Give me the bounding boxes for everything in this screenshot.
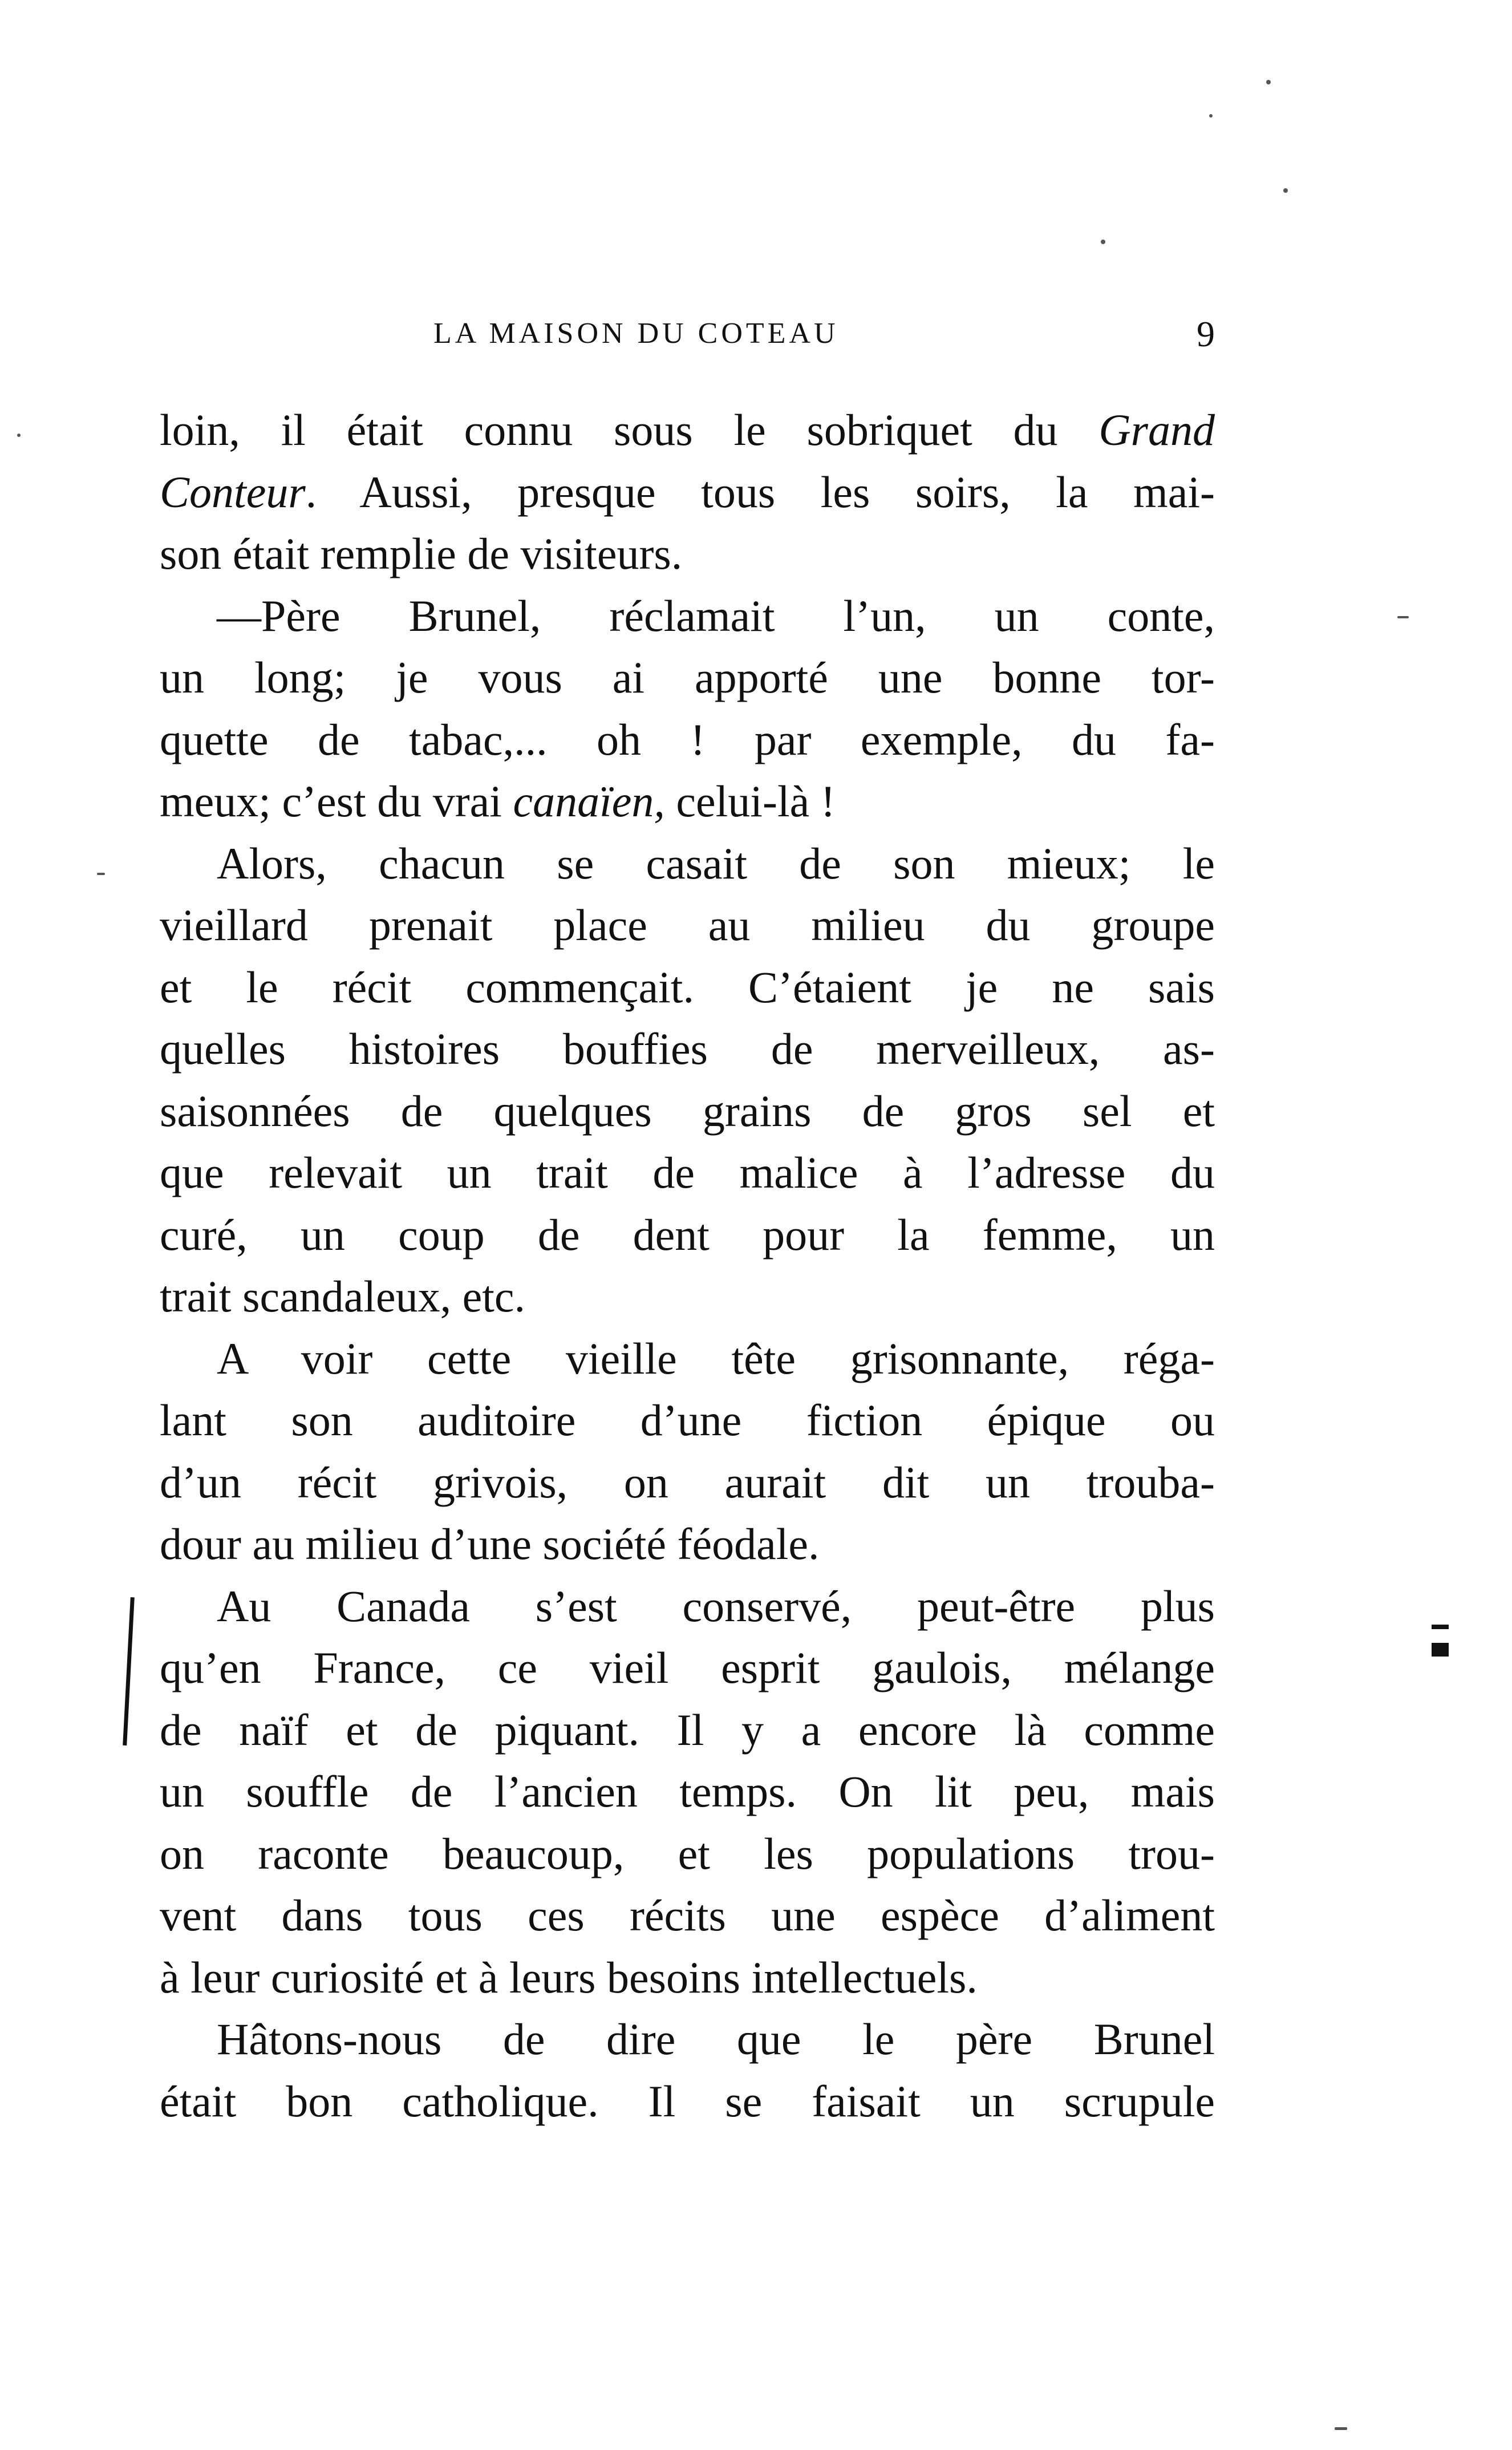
text-run: meux; c’est du vrai — [160, 776, 513, 826]
running-head — [160, 314, 1215, 357]
running-title: LA MAISON DU COTEAU — [433, 317, 839, 350]
paragraph — [160, 833, 1215, 1328]
text-run: de naïf et de piquant. Il y a encore là comme — [160, 1704, 1215, 1755]
text-run: qu’en France, ce vieil esprit gaulois, mélange — [160, 1643, 1215, 1692]
text-run: que relevait un trait de malice à l’adresse du — [160, 1148, 1215, 1197]
paragraph — [160, 1328, 1215, 1576]
text-run: vieillard prenait place au milieu du groupe — [160, 900, 1215, 950]
text-run: celui-là ! — [664, 776, 836, 826]
text-run: un long; je vous ai apporté une bonne tor- — [160, 653, 1215, 702]
text-run: vent dans tous ces récits une espèce d’aliment — [160, 1890, 1215, 1940]
text-run: saisonnées de quelques grains de gros sel et — [160, 1086, 1215, 1136]
margin-rule-mark — [123, 1597, 135, 1746]
text-run: son était remplie de visiteurs. — [160, 529, 683, 578]
text-line — [160, 957, 1215, 1019]
text-line — [160, 1390, 1215, 1452]
italic-text: Conteur — [160, 467, 306, 517]
page-number: 9 — [1197, 314, 1215, 354]
scan-speck — [1283, 188, 1288, 193]
paragraph — [160, 2008, 1215, 2132]
body-text — [160, 399, 1215, 2132]
text-line — [160, 1699, 1215, 1761]
text-line — [160, 833, 1215, 895]
text-run: . Aussi, presque tous les soirs, la mai- — [305, 467, 1215, 517]
scan-speck — [1209, 114, 1213, 118]
text-line — [160, 1328, 1215, 1390]
text-line — [160, 1637, 1215, 1699]
text-line — [160, 523, 1215, 585]
text-line — [160, 1080, 1215, 1143]
text-run: un souffle de l’ancien temps. On lit peu, mais — [160, 1767, 1215, 1816]
text-line — [160, 894, 1215, 957]
text-line — [160, 1513, 1215, 1576]
text-run: quette de tabac,... oh ! par exemple, du fa- — [160, 714, 1215, 764]
text-line — [160, 2008, 1215, 2071]
text-run: Hâtons-nous de dire que le père Brunel — [217, 2014, 1215, 2064]
text-line — [160, 585, 1215, 647]
text-run: A voir cette vieille tête grisonnante, réga- — [217, 1333, 1215, 1383]
text-run: Au Canada s’est conservé, peut-être plus — [217, 1581, 1215, 1631]
text-run: et le récit commençait. C’étaient je ne sais — [160, 962, 1215, 1012]
text-run: trait scandaleux, etc. — [160, 1271, 526, 1321]
text-run: on raconte beaucoup, et les populations trou- — [160, 1828, 1215, 1878]
text-run: à leur curiosité et à leurs besoins intellectuels. — [160, 1952, 978, 2002]
margin-block-mark — [1432, 1643, 1449, 1657]
text-run: loin, il était connu sous le sobriquet du — [160, 405, 1099, 455]
paragraph — [160, 585, 1215, 833]
scan-speck — [97, 873, 105, 875]
margin-dash-mark — [1432, 1625, 1449, 1629]
text-line — [160, 1018, 1215, 1080]
text-line — [160, 1761, 1215, 1823]
text-line — [160, 1885, 1215, 1947]
scan-speck — [17, 434, 21, 437]
italic-text: Grand — [1098, 405, 1215, 455]
text-line — [160, 1947, 1215, 2009]
text-run: —Père Brunel, réclamait l’un, un conte, — [217, 590, 1215, 641]
text-line — [160, 2071, 1215, 2133]
text-line — [160, 1823, 1215, 1885]
scan-speck — [1101, 240, 1105, 244]
text-line — [160, 647, 1215, 709]
text-line — [160, 1204, 1215, 1266]
scan-speck — [1335, 2427, 1347, 2430]
italic-text: canaïen, — [513, 776, 665, 826]
scan-speck — [1397, 616, 1409, 618]
text-run: était bon catholique. Il se faisait un scrupule — [160, 2076, 1215, 2126]
text-run: lant son auditoire d’une fiction épique ou — [160, 1395, 1215, 1445]
text-run: quelles histoires bouffies de merveilleux, as- — [160, 1024, 1215, 1074]
text-run: d’un récit grivois, on aurait dit un trouba- — [160, 1457, 1215, 1507]
text-line — [160, 771, 1215, 833]
scan-speck — [1266, 80, 1271, 84]
text-run: Alors, chacun se casait de son mieux; le — [217, 838, 1215, 888]
paragraph — [160, 399, 1215, 585]
text-line — [160, 1266, 1215, 1328]
text-line — [160, 1142, 1215, 1204]
text-line — [160, 709, 1215, 771]
text-run: dour au milieu d’une société féodale. — [160, 1519, 820, 1569]
text-line — [160, 1576, 1215, 1638]
text-run: curé, un coup de dent pour la femme, un — [160, 1209, 1215, 1260]
text-line — [160, 399, 1215, 461]
paragraph — [160, 1576, 1215, 2009]
text-line — [160, 461, 1215, 524]
text-line — [160, 1452, 1215, 1514]
